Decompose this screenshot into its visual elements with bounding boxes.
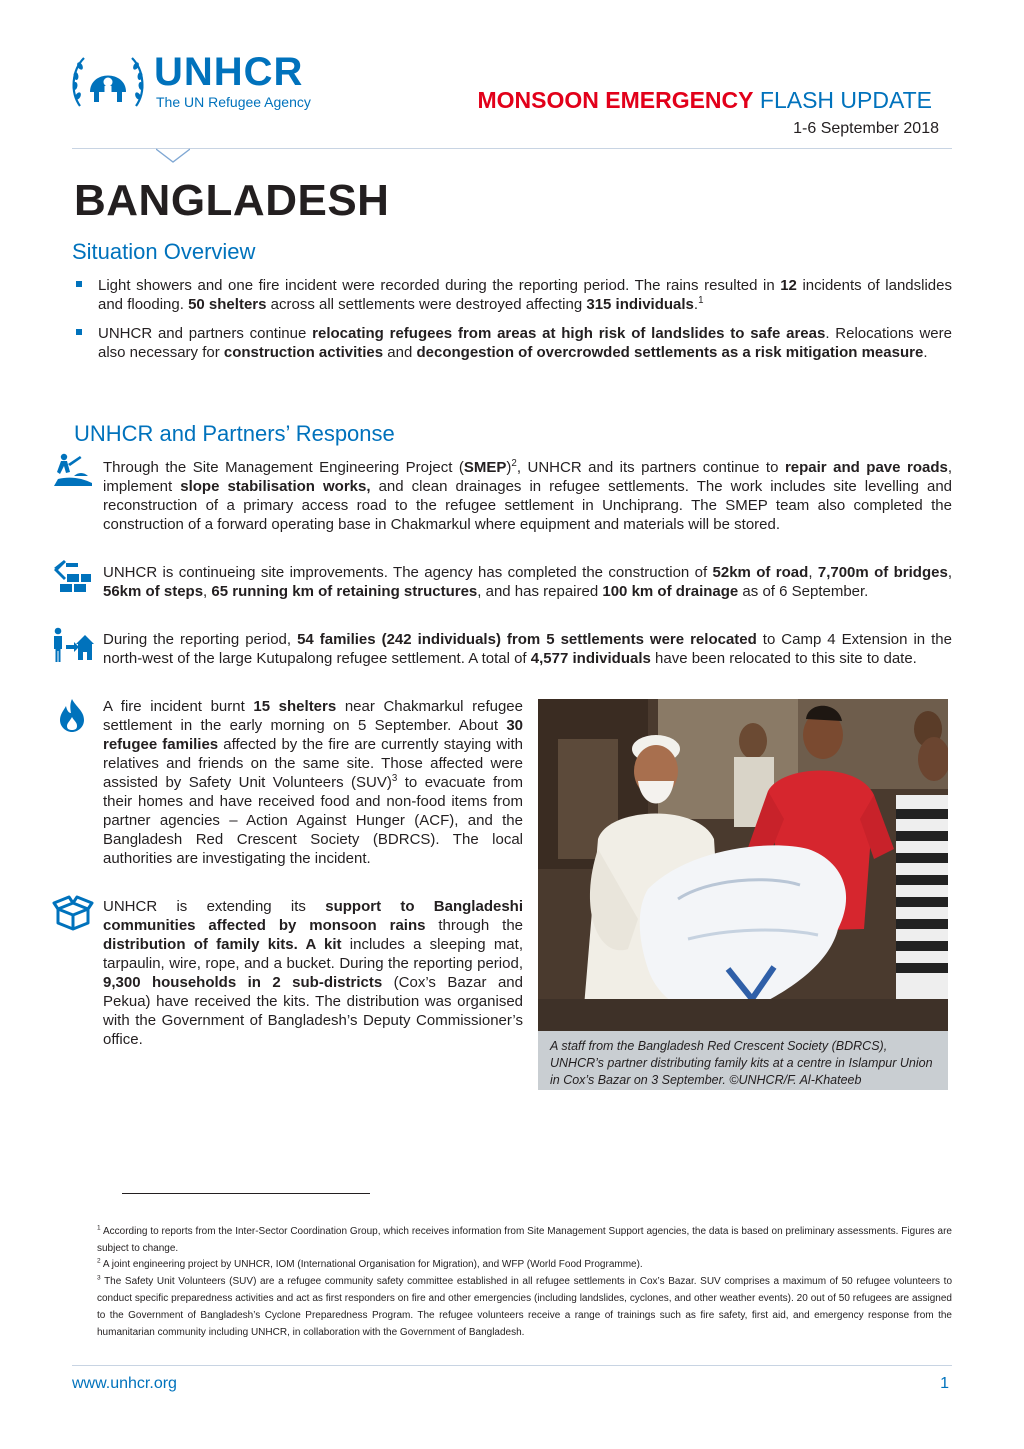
response-item-site-improvements: UNHCR is continueing site improvements. The agency has completed the construction of 52km of road, 7,700m of bridges, 56km of steps, 65 running km of retaining structures, and has repaired 100 km of drainage as of 6 September. xyxy=(103,564,952,600)
construction-icon xyxy=(52,558,94,594)
header-notch-icon xyxy=(156,148,190,164)
footnote-number: 3 xyxy=(97,1274,101,1282)
header-divider xyxy=(72,148,952,149)
partners-response-heading: UNHCR and Partners’ Response xyxy=(74,421,395,446)
photo-caption-box xyxy=(538,1031,948,1090)
logo-wordmark: UNHCR xyxy=(154,50,304,94)
footnote-ref: 3 xyxy=(391,773,398,784)
overview-bullet-text: UNHCR and partners continue relocating refugees from areas at high risk of landslides to safe areas. Relocations were also necessary for construction activities and decongestion of overcrowded settlements as a risk mitigation measure. xyxy=(98,325,952,361)
relocation-icon xyxy=(52,627,94,663)
response-item-relocation: During the reporting period, 54 families (242 individuals) from 5 settlements were relocated to Camp 4 Extension in the north-west of the large Kutupalong refugee settlement. A total of 4,577 individuals have been relocated to this site to date. xyxy=(103,631,952,667)
footnote-ref: 1 xyxy=(698,295,704,306)
logo-subtitle: The UN Refugee Agency xyxy=(156,94,311,110)
report-date: 1-6 September 2018 xyxy=(793,120,939,137)
unhcr-emblem-icon xyxy=(70,48,146,114)
situation-overview-heading: Situation Overview xyxy=(72,239,256,264)
footnote-number: 1 xyxy=(97,1224,101,1232)
fire-icon xyxy=(54,697,90,733)
road-repair-icon xyxy=(52,452,94,488)
footer-website-link[interactable]: www.unhcr.org xyxy=(72,1375,177,1392)
overview-bullet-text: Light showers and one fire incident were recorded during the reporting period. The rains resulted in 12 incidents of landslides and flooding. 50 shelters across all settlements were destroyed affecting 315 individuals.$^1$ xyxy=(98,277,952,313)
kit-box-icon xyxy=(52,895,94,931)
footnote: $^2$ A joint engineering project by UNHCR, IOM (International Organisation for Migration), and WFP (World Food Programme). xyxy=(97,1257,643,1270)
page-number: 1 xyxy=(940,1375,949,1392)
report-title-flash-update: FLASH UPDATE xyxy=(759,87,932,113)
response-item-family-kits: UNHCR is extending its support to Bangladeshi communities affected by monsoon rains through the distribution of family kits. A kit includes a sleeping mat, tarpaulin, wire, rope, and a bucket. During the reporting period, 9,300 households in 2 sub-districts (Cox’s Bazar and Pekua) have received the kits. The distribution was organised with the Government of Bangladesh’s Deputy Commissioner’s office. xyxy=(103,898,524,1048)
footnote: $^1$ According to reports from the Inter-Sector Coordination Group, which receives information from Site Management Support agencies, the data is based on preliminary assessments. Figures are subject to change. xyxy=(97,1224,952,1254)
unhcr-logo xyxy=(70,48,350,118)
response-item-fire-incident: A fire incident burnt 15 shelters near Chakmarkul refugee settlement in the early morning on 5 September. About 30 refugee families affected by the fire are currently staying with relatives and friends on the same site. Those affected were assisted by Safety Unit Volunteers (SUV)$^3$ to evacuate from their homes and have received food and non-food items from partner agencies – Action Against Hunger (ACF), and the Bangladesh Red Crescent Society (BDRCS). The local authorities are investigating the incident. xyxy=(103,698,523,867)
distribution-photo xyxy=(538,699,948,1031)
footnote-ref: 2 xyxy=(511,458,517,469)
footnote-number: 2 xyxy=(97,1257,101,1265)
photo-caption: A staff from the Bangladesh Red Crescent Society (BDRCS), UNHCR’s partner distributing family kits at a centre in Islampur Union in Cox’s Bazar on 3 September. ©UNHCR/F. Al-Khateeb xyxy=(550,1039,933,1087)
overview-bullet xyxy=(74,276,952,314)
country-heading: BANGLADESH xyxy=(74,176,390,225)
report-title-emergency: MONSOON EMERGENCY xyxy=(477,87,754,113)
bullet-marker-icon xyxy=(76,281,82,287)
footer-divider xyxy=(72,1365,952,1366)
footnote-divider xyxy=(122,1193,370,1194)
bullet-marker-icon xyxy=(76,329,82,335)
response-item-road-repair: Through the Site Management Engineering Project (SMEP)$^2$, UNHCR and its partners continue to repair and pave roads, implement slope stabilisation works, and clean drainages in refugee settlements. The work includes site levelling and reconstruction of a primary access road to the refugee settlement in Unchiprang. The SMEP team also completed the construction of a forward operating base in Chakmarkul where equipment and materials will be stored. xyxy=(103,458,953,533)
overview-bullet xyxy=(74,324,952,362)
distribution-photo-image xyxy=(538,699,948,1031)
report-title xyxy=(477,86,932,114)
footnote: $^3$ The Safety Unit Volunteers (SUV) are a refugee community safety committee established in all refugee settlements in Cox’s Bazar. SUV comprises a maximum of 50 refugee volunteers to conduct specific preparedness activities and act as first responders on fire and other emergencies (including landslides, cyclones, and other weather events). 20 out of 50 refugees are assigned to the Government of Bangladesh’s Cyclone Preparedness Program. The refugee volunteers receive a range of trainings such as fire safety, first aid, and emergency response from the humanitarian community including UNHCR, in collaboration with the Government of Bangladesh. xyxy=(97,1274,952,1338)
